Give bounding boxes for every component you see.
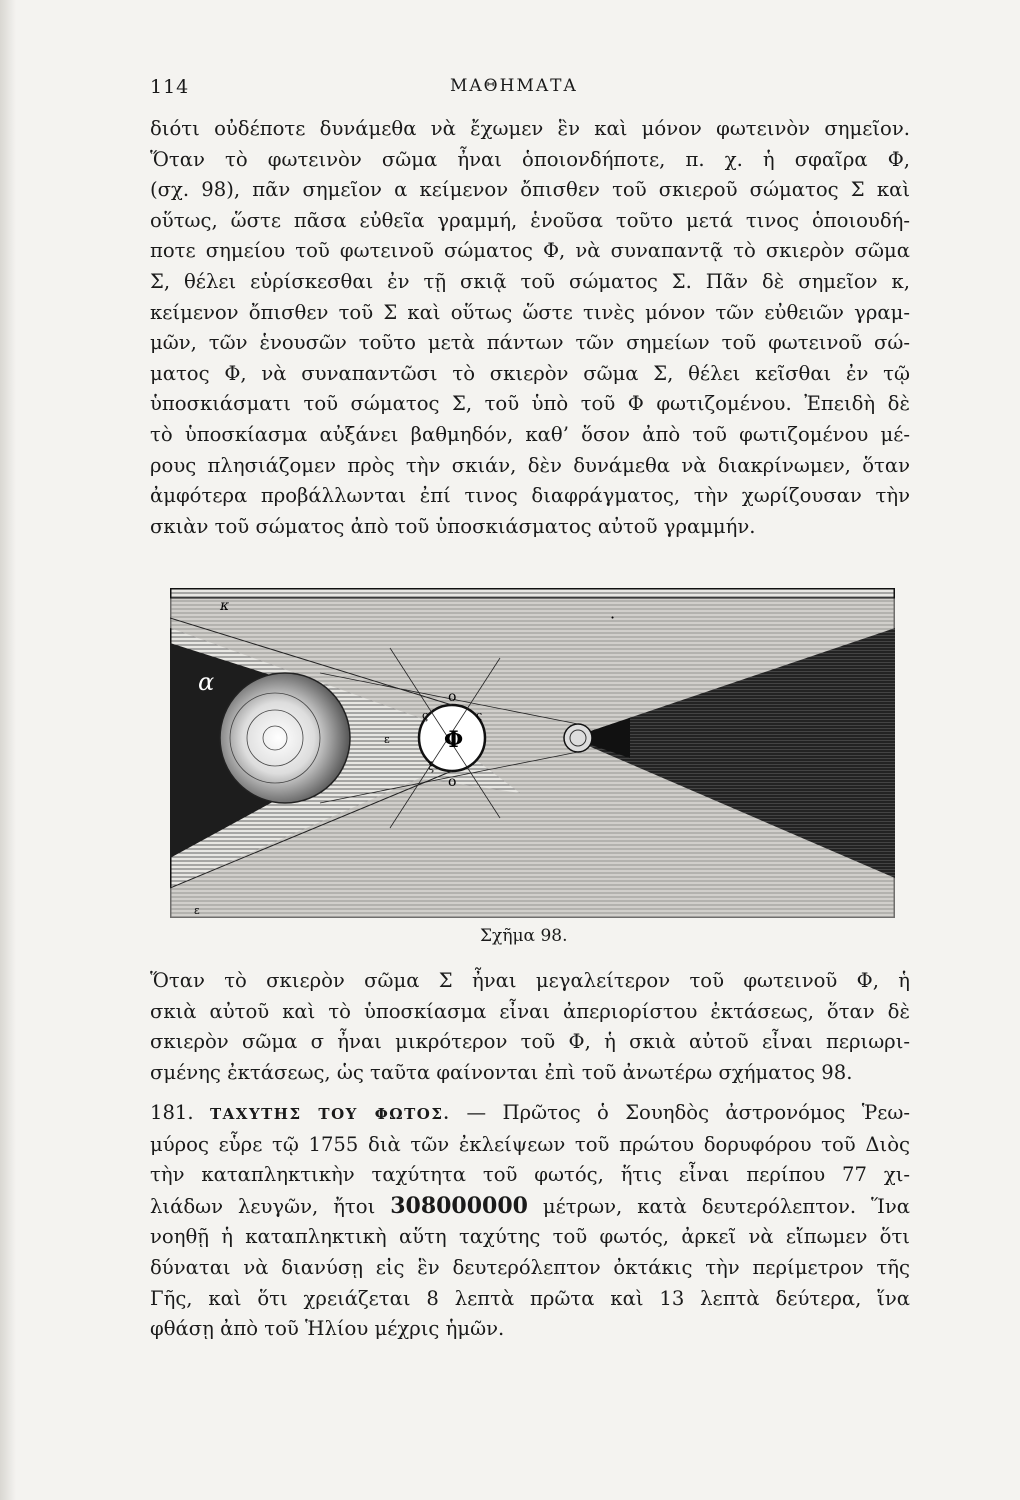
- text-line: Γῆς, καὶ ὅτι χρειάζεται 8 λεπτὰ πρῶτα καὶ 13 λεπτὰ δεύτερα, ἵνα: [150, 1286, 910, 1310]
- text-line: ὑποσκιάσματι τοῦ σώματος Σ, τοῦ ὑπὸ τοῦ Φ φωτιζομένου. Ἐπειδὴ δὲ: [150, 392, 910, 416]
- running-title: ΜΑΘΗΜΑΤΑ: [450, 76, 578, 96]
- text-line: σκιὰν τοῦ σώματος ἀπὸ τοῦ ὑποσκιάσματος αὐτοῦ γραμμήν.: [150, 514, 756, 538]
- text-line: τὴν καταπληκτικὴν ταχύτητα τοῦ φωτός, ἥτις εἶναι περίπου 77 χι-: [150, 1163, 910, 1187]
- label-o-bottom: o: [448, 774, 457, 790]
- section-first-line-rest: — Πρῶτος ὁ Σουηδὸς ἀστρονόμος Ῥεω-: [450, 1101, 910, 1124]
- text-line: οὕτως, ὥστε πᾶσα εὐθεῖα γραμμή, ἑνοῦσα τοῦτο μετά τινος ὁποιουδή-: [150, 208, 910, 232]
- text-line: Ὅταν τὸ σκιερὸν σῶμα Σ ἦναι μεγαλείτερον τοῦ φωτεινοῦ Φ, ἡ: [150, 969, 910, 992]
- engraving-illustration: [170, 588, 895, 918]
- text-line: δύναται νὰ διανύσῃ εἰς ἓν δευτερόλεπτον ὀκτάκις τὴν περίμετρον τῆς: [150, 1255, 910, 1279]
- page-header: [150, 76, 910, 106]
- label-xi: ξ: [428, 760, 435, 773]
- text-line: μύρος εὗρε τῷ 1755 διὰ τῶν ἐκλείψεων τοῦ πρώτου δορυφόρου τοῦ Διὸς: [150, 1132, 910, 1156]
- text-line: μῶν, τῶν ἑνουσῶν τοῦτο μετὰ πάντων τῶν σημείων τοῦ φωτεινοῦ σώ-: [150, 331, 910, 355]
- label-alpha: α: [198, 668, 215, 696]
- label-phi: Φ: [444, 727, 464, 753]
- section-number: 181.: [150, 1101, 194, 1124]
- speed-number: 308000000: [390, 1192, 528, 1219]
- text-line-with-number: [150, 1191, 910, 1223]
- label-epsilon: ε: [384, 733, 390, 746]
- text-line: σκιὰ αὐτοῦ καὶ τὸ ὑποσκίασμα εἶναι ἀπεριορίστου ἐκτάσεως, ὅταν δὲ: [150, 999, 910, 1023]
- section-first-line: [150, 1098, 910, 1130]
- paragraph-shadow-sizes: [150, 966, 910, 1088]
- text-line: νοηθῇ ἡ καταπληκτικὴ αὕτη ταχύτης τοῦ φωτός, ἀρκεῖ νὰ εἴπωμεν ὅτι: [150, 1225, 910, 1249]
- text-line: φθάσῃ ἀπὸ τοῦ Ἡλίου μέχρις ἡμῶν.: [150, 1317, 505, 1341]
- opaque-body-sphere: [220, 673, 350, 803]
- text-line: σμένης ἐκτάσεως, ὡς ταῦτα φαίνονται ἐπὶ τοῦ ἀνωτέρω σχήματος 98.: [150, 1060, 853, 1084]
- label-s-right: ς: [476, 709, 483, 722]
- text-line: ποτε σημείου τοῦ φωτεινοῦ σώματος Φ, νὰ συναπαντᾷ τὸ σκιερὸν σῶμα: [150, 239, 910, 263]
- paragraph-shadow-definition: [150, 114, 910, 542]
- line-pre: λιάδων λευγῶν, ἤτοι: [150, 1194, 391, 1218]
- label-s-left: ς: [422, 709, 429, 722]
- line-post: μέτρων, κατὰ δευτερόλεπτον. Ἵνα: [527, 1194, 910, 1218]
- text-line: ματος Φ, νὰ συναπαντῶσι τὸ σκιερὸν σῶμα Σ, θέλει κεῖσθαι ἐν τῷ: [150, 361, 910, 385]
- section-heading: ΤΑΧΥΤΗΣ ΤΟΥ ΦΩΤΟΣ.: [210, 1105, 451, 1123]
- text-line: διότι οὐδέποτε δυνάμεθα νὰ ἔχωμεν ἓν καὶ μόνον φωτεινὸν σημεῖον.: [150, 117, 910, 140]
- label-dot-top: ·: [610, 608, 616, 627]
- page-number: 114: [150, 76, 190, 98]
- label-o-top: o: [448, 689, 457, 705]
- section-181-speed-of-light: [150, 1098, 910, 1345]
- text-line: Ὅταν τὸ φωτεινὸν σῶμα ἦναι ὁποιονδήποτε, π. χ. ἡ σφαῖρα Φ,: [150, 147, 910, 171]
- text-line: (σχ. 98), πᾶν σημεῖον α κείμενον ὄπισθεν τοῦ σκιεροῦ σώματος Σ καὶ: [150, 178, 910, 202]
- figure-98-shadow-diagram: [170, 588, 895, 918]
- label-kappa: κ: [220, 598, 230, 614]
- text-line: κείμενον ὄπισθεν τοῦ Σ καὶ οὕτως ὥστε τινὲς μόνον τῶν εὐθειῶν γραμ-: [150, 300, 910, 324]
- text-line: ἀμφότερα προβάλλωνται ἐπί τινος διαφράγματος, τὴν χωρίζουσαν τὴν: [150, 484, 910, 508]
- figure-caption: Σχῆμα 98.: [480, 926, 568, 946]
- text-line: ρους πλησιάζομεν πρὸς τὴν σκιάν, δὲν δυνάμεθα νὰ διακρίνωμεν, ὅταν: [150, 453, 910, 477]
- page-spine-shadow: [0, 0, 16, 1500]
- label-e-bottom: ε: [194, 904, 200, 917]
- small-opaque-body: [564, 724, 592, 752]
- text-line: Σ, θέλει εὑρίσκεσθαι ἐν τῇ σκιᾷ τοῦ σώματος Σ. Πᾶν δὲ σημεῖον κ,: [150, 269, 910, 293]
- text-line: τὸ ὑποσκίασμα αὐξάνει βαθμηδόν, καθ’ ὅσον ἀπὸ τοῦ φωτιζομένου μέ-: [150, 422, 910, 446]
- text-line: σκιερὸν σῶμα σ ἦναι μικρότερον τοῦ Φ, ἡ σκιὰ αὐτοῦ εἶναι περιωρι-: [150, 1030, 910, 1054]
